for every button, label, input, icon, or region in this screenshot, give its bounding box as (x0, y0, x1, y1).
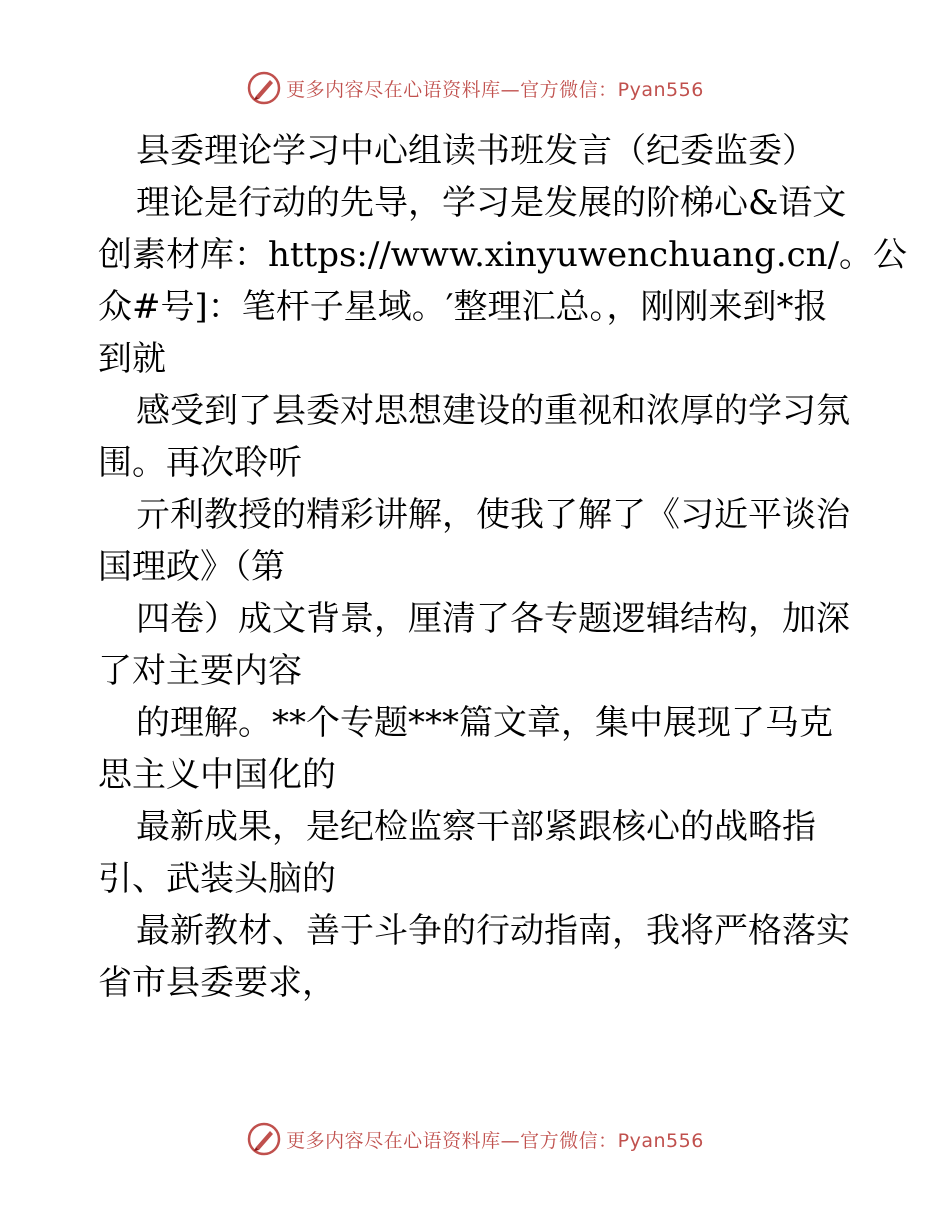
paragraph-line: 到就 (98, 339, 166, 379)
paragraph-line: 感受到了县委对思想建设的重视和浓厚的学习氛 (136, 391, 850, 431)
paragraph-line: 思主义中国化的 (98, 755, 336, 795)
footer-watermark-banner (0, 1119, 950, 1159)
pen-logo-icon (246, 70, 282, 106)
paragraph-line: 引、武装头脑的 (98, 859, 336, 899)
pen-logo-icon (246, 1121, 282, 1157)
paragraph-line: 众#号]：笔杆子星域。′整理汇总。，刚刚来到*报 (98, 287, 828, 327)
watermark-text: 更多内容尽在心语资料库—官方微信：Pyan556 (286, 78, 704, 101)
paragraph-line: 理论是行动的先导，学习是发展的阶梯心&语文 (136, 183, 847, 223)
paragraph-line: 最新成果，是纪检监察干部紧跟核心的战略指 (136, 807, 816, 847)
paragraph-line: 国理政》（第 (98, 547, 285, 587)
paragraph-line: 亓利教授的精彩讲解，使我了解了《习近平谈治 (136, 495, 850, 535)
paragraph-line: 四卷）成文背景，厘清了各专题逻辑结构，加深 (136, 599, 850, 639)
paragraph-line: 的理解。**个专题***篇文章，集中展现了马克 (136, 703, 833, 743)
paragraph-line: 创素材库：https://www.xinyuwenchuang.cn/。公 (98, 235, 908, 275)
document-title: 县委理论学习中心组读书班发言（纪委监委） (136, 131, 816, 171)
document-body (98, 125, 908, 1009)
paragraph-line: 省市县委要求， (98, 963, 336, 1003)
watermark-text: 更多内容尽在心语资料库—官方微信：Pyan556 (286, 1129, 704, 1152)
paragraph-line: 最新教材、善于斗争的行动指南，我将严格落实 (136, 911, 850, 951)
paragraph-line: 围。再次聆听 (98, 443, 302, 483)
paragraph-line: 了对主要内容 (98, 651, 302, 691)
header-watermark-banner (0, 68, 950, 108)
